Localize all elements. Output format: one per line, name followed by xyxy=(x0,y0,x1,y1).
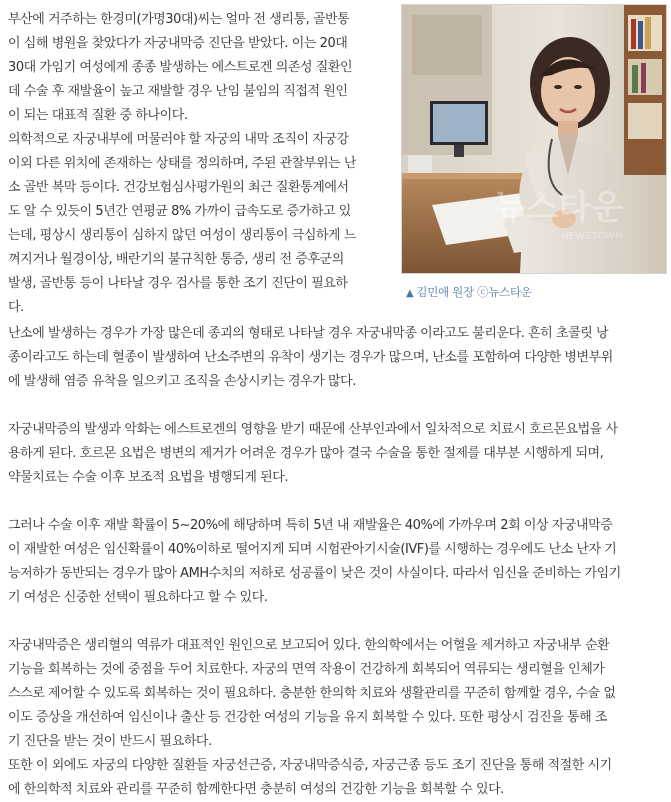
paragraph-line: 자궁내막증은 생리혈의 역류가 대표적인 원인으로 보고되어 있다. 한의학에서는 어혈을 제거하고 자궁내부 순환 xyxy=(8,638,610,653)
paragraph-line: 자궁내막증의 발생과 악화는 에스트로겐의 영향을 받기 때문에 산부인과에서 일차적으로 치료시 호르몬요법을 사 xyxy=(8,422,618,437)
paragraph-line: 데 수술 후 재발율이 높고 재발할 경우 난임 불임의 직접적 원인 xyxy=(8,84,348,99)
paragraph-line: 이 심해 병원을 찾았다가 자궁내막증 진단을 받았다. 이는 20대 xyxy=(8,36,348,51)
photo-caption xyxy=(401,284,667,300)
paragraph-line: 이 재발한 여성은 임신확률이 40%이하로 떨어지게 되며 시험관아기시술(IVF)를 시행하는 경우에도 난소 난자 기 xyxy=(8,542,617,557)
paragraph-line: 부산에 거주하는 한경미(가명30대)씨는 얼마 전 생리통, 골반통 xyxy=(8,12,350,27)
photo-caption-text: 김민애 원장 ⓒ뉴스타운 xyxy=(416,285,532,299)
photo-watermark-sub: NEWSTOWN xyxy=(561,231,623,242)
doctor-photo-figure xyxy=(401,4,667,307)
article-paragraph xyxy=(8,634,615,754)
paragraph-line: 의학적으로 자궁내부에 머물러야 할 자궁의 내막 조직이 자궁강 xyxy=(8,132,349,147)
paragraph-line: 다. xyxy=(8,300,24,315)
paragraph-line: 스스로 제어할 수 있도록 회복하는 것이 필요하다. 충분한 한의학 치료와 생활관리를 꾸준히 함께할 경우, 수술 없 xyxy=(8,686,616,701)
paragraph-line: 기능을 회복하는 것에 중점을 두어 치료한다. 자궁의 면역 작용이 건강하게 회복되어 역류되는 생리혈을 인체가 xyxy=(8,662,605,677)
article-paragraph xyxy=(8,418,618,490)
paragraph-line: 난소에 발생하는 경우가 가장 많은데 종괴의 형태로 나타날 경우 자궁내막종 이라고도 불리운다. 흔히 초콜릿 낭 xyxy=(8,326,609,341)
paragraph-line: 이 되는 대표적 질환 중 하나이다. xyxy=(8,108,188,123)
paragraph-line: 는데, 평상시 생리통이 심하지 않던 여성이 생리통이 극심하게 느 xyxy=(8,228,356,243)
paragraph-line: 약물치료는 수술 이후 보조적 요법을 병행되게 된다. xyxy=(8,470,289,485)
paragraph-line: 기 진단을 받는 것이 반드시 필요하다. xyxy=(8,734,212,749)
paragraph-line: 발생, 골반통 등이 나타날 경우 검사를 통한 조기 진단이 필요하 xyxy=(8,276,348,291)
photo-watermark: 뉴스타운 xyxy=(492,188,624,228)
paragraph-line: 30대 가임기 여성에게 종종 발생하는 에스트로겐 의존성 질환인 xyxy=(8,60,353,75)
article-paragraph xyxy=(8,8,352,128)
article-paragraph xyxy=(8,322,613,394)
paragraph-line: 이외 다른 위치에 존재하는 상태를 정의하며, 주된 관찰부위는 난 xyxy=(8,156,356,171)
doctor-photo xyxy=(401,4,667,274)
article-paragraph xyxy=(8,128,356,320)
paragraph-line: 도 알 수 있듯이 5년간 연평균 8% 가까이 급속도로 증가하고 있 xyxy=(8,204,351,219)
paragraph-line: 에 한의학적 치료와 관리를 꾸준히 함께한다면 충분히 여성의 건강한 기능을 회복할 수 있다. xyxy=(8,782,504,797)
paragraph-line: 종이라고도 하는데 혈종이 발생하여 난소주변의 유착이 생기는 경우가 많으며, 난소를 포함하여 다양한 병변부위 xyxy=(8,350,613,365)
article-paragraph xyxy=(8,514,621,610)
article-paragraph xyxy=(8,754,612,802)
triangle-up-icon: ▲ xyxy=(406,288,414,299)
paragraph-line: 기 여성은 신중한 선택이 필요하다고 할 수 있다. xyxy=(8,590,268,605)
paragraph-line: 그러나 수술 이후 재발 확률이 5~20%에 해당하며 특히 5년 내 재발율은 40%에 가까우며 2회 이상 자궁내막증 xyxy=(8,518,613,533)
paragraph-line: 또한 이 외에도 자궁의 다양한 질환들 자궁선근증, 자궁내막증식증, 자궁근종 등도 조기 진단을 통해 적절한 시기 xyxy=(8,758,612,773)
paragraph-line: 이도 증상을 개선하여 임신이나 출산 등 건강한 여성의 기능을 유지 회복할 수 있다. 또한 평상시 검진을 통해 조 xyxy=(8,710,608,725)
paragraph-line: 소 골반 복막 등이다. 건강보험심사평가원의 최근 질환통계에서 xyxy=(8,180,349,195)
paragraph-line: 능저하가 동반되는 경우가 많아 AMH수치의 저하로 성공률이 낮은 것이 사실이다. 따라서 임신을 준비하는 가임기 xyxy=(8,566,621,581)
paragraph-line: 용하게 된다. 호르몬 요법은 병변의 제거가 어려운 경우가 많아 결국 수술을 통한 절제를 대부분 시행하게 되며, xyxy=(8,446,604,461)
paragraph-line: 에 발생해 염증 유착을 일으키고 조직을 손상시키는 경우가 많다. xyxy=(8,374,356,389)
paragraph-line: 껴지거나 월경이상, 배란기의 불규칙한 통증, 생리 전 증후군의 xyxy=(8,252,344,267)
